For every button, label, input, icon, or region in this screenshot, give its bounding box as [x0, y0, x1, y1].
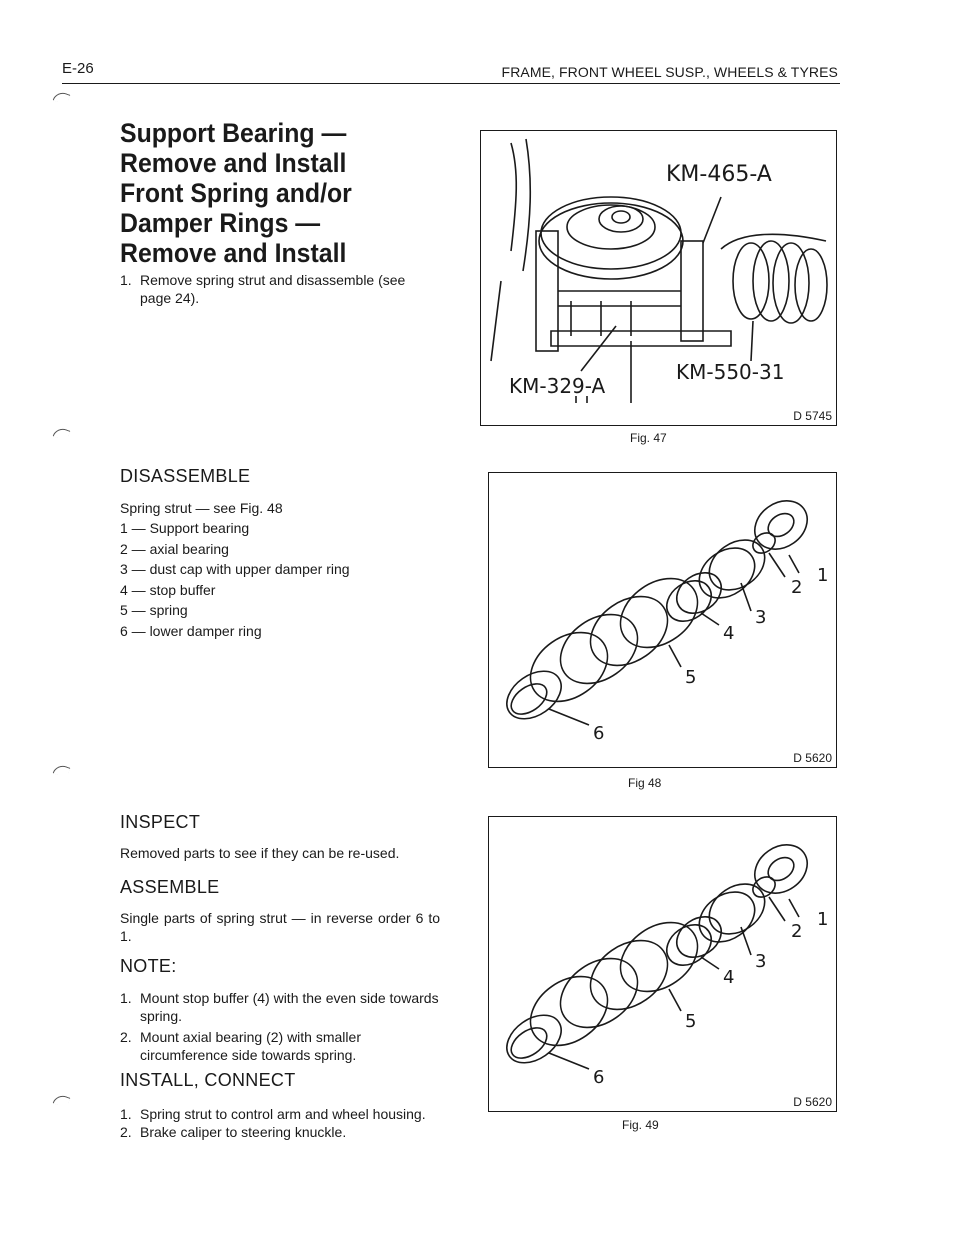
- spring-strut-assembly-illustration: [489, 817, 836, 1111]
- callout-4: 4: [723, 967, 735, 988]
- step-text: Brake caliper to steering knuckle.: [140, 1123, 347, 1140]
- callout-5: 5: [685, 1011, 697, 1032]
- parts-list-item: 4 — stop buffer: [120, 581, 216, 598]
- drawing-code: D 5620: [793, 1095, 832, 1109]
- step-number: 2.: [120, 1029, 132, 1045]
- callout-6: 6: [593, 1067, 605, 1088]
- step-text: Mount stop buffer (4) with the even side towards spring.: [140, 990, 439, 1024]
- install-item: [120, 1124, 440, 1142]
- parts-list: [120, 518, 440, 641]
- intro-step: [120, 272, 420, 307]
- margin-mark: [53, 763, 71, 778]
- step-text: Spring strut to control arm and wheel housing.: [140, 1106, 426, 1122]
- strut-press-illustration: [481, 131, 836, 425]
- step-number: 2.: [120, 1123, 132, 1140]
- note-heading: NOTE:: [120, 956, 177, 976]
- install-list: [120, 1106, 440, 1141]
- title-line: Damper Rings —: [120, 208, 321, 238]
- spring-strut-exploded-illustration: [489, 473, 836, 767]
- figure-caption: Fig. 47: [630, 431, 667, 445]
- title-line: Support Bearing —: [120, 118, 347, 148]
- parts-list-item: 5 — spring: [120, 602, 188, 618]
- step-text: Remove spring strut and disassemble (see page 24).: [140, 272, 406, 306]
- assemble-heading: ASSEMBLE: [120, 877, 220, 897]
- drawing-code: D 5620: [793, 751, 832, 765]
- margin-mark: [53, 1093, 71, 1108]
- title-line: Front Spring and/or: [120, 178, 352, 208]
- callout-2: 2: [791, 577, 803, 598]
- callout-3: 3: [755, 607, 767, 628]
- parts-list-item: 1 — Support bearing: [120, 520, 250, 536]
- inspect-heading: INSPECT: [120, 812, 201, 832]
- install-heading: INSTALL, CONNECT: [120, 1070, 296, 1090]
- drawing-code: D 5745: [793, 409, 832, 423]
- disassemble-heading: DISASSEMBLE: [120, 466, 251, 486]
- figure-49: [488, 816, 837, 1112]
- step-number: 1.: [120, 272, 132, 288]
- figure-caption: Fig 48: [628, 776, 662, 790]
- parts-list-item: 2 — axial bearing: [120, 540, 229, 557]
- title-line: Remove and Install: [120, 148, 347, 178]
- callout-5: 5: [685, 667, 697, 688]
- note-list: [120, 990, 440, 1064]
- figure-label: KM-465-A: [666, 162, 772, 187]
- header-rule: [62, 83, 840, 84]
- assemble-text: Single parts of spring strut — in reverse order 6 to 1.: [120, 910, 440, 944]
- parts-list-item: 3 — dust cap with upper damper ring: [120, 561, 350, 577]
- figure-47: [480, 130, 837, 426]
- inspect-text: Removed parts to see if they can be re-used.: [120, 845, 400, 861]
- note-item: [120, 990, 440, 1025]
- note-item: [120, 1029, 440, 1064]
- callout-2: 2: [791, 921, 803, 942]
- intro-steps: [120, 272, 420, 307]
- callout-6: 6: [593, 723, 605, 744]
- title-line: Remove and Install: [120, 238, 347, 268]
- figure-caption: Fig. 49: [622, 1118, 659, 1132]
- install-item: [120, 1106, 440, 1124]
- step-number: 1.: [120, 990, 132, 1006]
- figure-48: [488, 472, 837, 768]
- callout-1: 1: [817, 909, 829, 930]
- margin-mark: [53, 426, 71, 441]
- parts-list-item: 6 — lower damper ring: [120, 622, 262, 639]
- callout-1: 1: [817, 565, 829, 586]
- page-title: [120, 118, 424, 268]
- disassemble-lead: Spring strut — see Fig. 48: [120, 500, 283, 516]
- section-title: FRAME, FRONT WHEEL SUSP., WHEELS & TYRES: [501, 64, 838, 80]
- figure-label: KM-329-A: [509, 374, 606, 398]
- callout-3: 3: [755, 951, 767, 972]
- figure-label: KM-550-31: [676, 360, 785, 384]
- margin-mark: [53, 90, 71, 105]
- step-number: 1.: [120, 1106, 132, 1122]
- callout-4: 4: [723, 623, 735, 644]
- step-text: Mount axial bearing (2) with smaller circumference side towards spring.: [140, 1029, 361, 1063]
- page-number: E-26: [62, 60, 94, 77]
